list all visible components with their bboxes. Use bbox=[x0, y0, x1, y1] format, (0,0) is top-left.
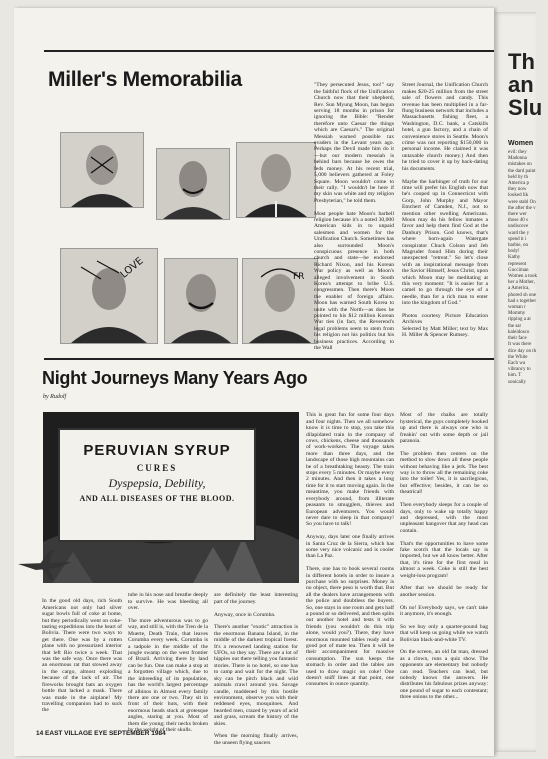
article-text-column bbox=[306, 406, 394, 724]
article-text-column bbox=[42, 592, 122, 724]
article-text: tube in his nose and breathe deeply to survive. He was bleeding all over. The more adventurous was to go way, and still is, with the Tren de la Muerte, Death Train, that leaves Corumba every week. Corumba is a tadpole in the middle of the jungle swamp on the west frontier of Brazil. Arriving there by land can be fun. One can make a stop at a forgotten village which, due to the inbreeding of its population, has the world's largest percentage of albinos in Almost every family there are one or two. They sit in front of their huts, with their enormous heads stuck at grotesque angles, staring at you. Most of them die young; their necks broken by the weight of their skulls. bbox=[128, 592, 208, 733]
adjacent-page bbox=[494, 12, 543, 752]
article-text-column bbox=[314, 76, 394, 350]
article-text-column bbox=[214, 586, 298, 746]
article-text-column bbox=[400, 406, 488, 724]
portrait-photo bbox=[156, 148, 230, 220]
adjacent-headline: Th an Slu bbox=[508, 49, 543, 120]
portrait-2-illustration bbox=[157, 149, 229, 219]
article-headline-millers: Miller's Memorabilia bbox=[48, 68, 242, 91]
section-rule bbox=[44, 358, 494, 360]
portrait-5-illustration bbox=[165, 259, 237, 343]
article-text: This is great fun for some four days and four nights. Then we all somehow know it is time to stop, you take this dilapidated train in the company of cows, chickens, cheese and thousands of work-workers. The voyage takes more than three days, and the landscape of those high mountains can be of a breathtaking beauty. The train stops every 5 minutes. Or maybe every 2 minutes. And then it takes a long time for it to start moving again. In the meantime, you make friends with everybody around, from illiterate peasants to smugglers, thieves and European adventurers. You would never dare to sleep in that company! So you have to talk! Anyway, days later one finally arrives in Santa Cruz de la Sierra, which has some very nice volcanic and is cooler than La Paz. There, one has to book several rooms in different hotels in order to insure a purchase with no surprises. Money is no object, there peso is worth that. But all the dealers have arrangements with the police and doubtless the buyers. So, one stays in one room and gets half a pound or so delivered, and then splits out another hotel and tests it with friends (you wouldn't do this trip alone, would you?). There, they have enormous mounted tables ready and a good pot of mate tea. Then it will be their accompaniment for massive consumption. The sun keeps the stomach in order and the tables are used to draw magic on coke! One doesn't sniff lines at that point, one consumes in ounce quantity. bbox=[306, 412, 394, 688]
byline: by Rudolf bbox=[43, 394, 67, 400]
article-text-column bbox=[128, 586, 208, 733]
portrait-photo bbox=[164, 258, 238, 344]
ad-diseases: AND ALL DISEASES OF THE BLOOD. bbox=[79, 494, 235, 503]
article-text: are definitely the least interesting part of the journey. Anyway, once in Corumba. There's another "exotic" attraction is the enormous Banana Island, in the middle of the darkest tropical forest. It's a renowned landing station for UFOs, so they say. There are a lot of hippies out there telling you fantastic stories. There is no hotel, so one has to camp and wait for the night. The sky can be pitch black and wild animals crawl around you. Savage candle, maddened by this hostile environment, observe you with their reddened eyes, mosquitoes. And bearded men, crazed by years of acid and grass, scream the history of the skies. When the morning finally arrives, the unseen flying saucers bbox=[214, 592, 298, 746]
portrait-4-illustration bbox=[61, 249, 157, 343]
article-headline-night-journeys: Night Journeys Many Years Ago bbox=[42, 368, 308, 388]
article-text: Street Journal, the Unification Church makes $20-25 million from the street sale of flowers and candy. This revenue has been multiplied in a far-flung business network that includes a Massachusetts fishing fleet, a Washington, D.C. bank, a Catskills hotel, a gun factory, and a chain of convenience stores in Seattle. Moon's crime was not reporting $150,000 in personal income. He claimed it was untaxable church money.) And then he tried to cover it up by back-dating his documents. Maybe the harbinger of truth for our time will prefer his English now that he's cooped up in Connecticut with Gorp, John Murphy and Mayor Emchert of Camden, N.J., not to mention other swelling Americans. Moon may do his fellow inmates a favor and help them find God at the Danbury Prison. God knows, that's where born-again Watergate conspirator Chuck Colson and Jeb Magruder found Him during their unexpected "retreat." So let's close with an inspirational message from the Savior Himself, Jesus Christ, upon which Moon may be meditating at this very moment: "It is easier for a camel to go through the eye of a needle, than for a rich man to enter into the kingdom of God." Photos courtesy Picture Education Archives Selected by Matt Miller; text by Max H. Miller & Spencer Rumsey. bbox=[402, 82, 488, 339]
article-text: "They persecuted Jesus, too!" say the faithful flock of the Unification Church now that their shepherd, Rev. Sun Myung Moon, has begun serving 18 months in prison for ignoring the Bible: "Render therefore unto Caesar the things which are Caesar's." The original Messiah warned possible tax evaders in the Levant years ago. Perhaps the Devil made him do it—but our modern messiah is behind bars because he owes the feds money. At his recent trial, 5,000 believers gathered at Foley Square. Moon wouldn't come to their rally. "I wouldn't be here if my skin was white and my religion Presbyterian," he told them. Most people hate Moon's barbell religion because it's a noted 30,000 American kids in to unpaid salesmen and women for the Unification Church. Sometimes has also surrounded Moon's conspicuous presence in both church and state—he endorsed Richard Nixon, and his Korean War policy as well as Moon's alleged involvement in South Korea's attempt to bribe U.S. congressmen. Then there's Moon the enabler of foreign affairs. Moon has warned South Korea to unite with the North—as does he pointed to his $12 million Korean War ties (in fact, the Reverend's legal problems seem to stem from his religion not his politics but his business practices. According to the Wall bbox=[314, 82, 394, 352]
article-text: Most of the chalks are totally hysterical, the guys completely hooked up and there is always one who is freakin' out with some depth or jail paranoia. The problem then centers on the method to slow down all these people without behaving like a jerk. The best way is to throw all the remaining coke into the toilet! Yes, it is sacrilegious, but effective; besides, it can be so theatrical! Then everybody sleeps for a couple of days, only to wake up totally happy and depressed, with the most unpleasant hangover that any head can contain. That's the opportunities to have some fake scotch that the locals say is imported, but we all know better. After that, it's time for the first meal in almost a week. Coke is still the best weight-loss program! After that we should be ready for another session. Oh no! Everybody says, we can't take it anymore, it's enough. So we buy only a quarter-pound bag that will keep us going while we watch Bolivian black-and-white TV. On the screen, an old fat man, dressed as a clown, runs a quiz show. The opponents are elementary but nobody can read. Teachers can lead, but nobody knows the answers. He distributes his fabulous prizes anyway: one pound of sugar to each contestant; three onions to the other... bbox=[400, 412, 488, 701]
portrait-photo bbox=[236, 142, 316, 218]
svg-text:LOVE: LOVE bbox=[118, 255, 146, 281]
portrait-photo bbox=[242, 258, 318, 344]
article-lead-text: In the good old days, rich South Americans not only had silver sugar bowls full of coke at home, but they periodically went on coke-tasting expeditions into the heart of Bolivia. There were two ways to get there. One was by a rotten plane with no pressurized interior that left Rio twice a week. That was the safe way. Once there was an enormous rat that stowed away in the cargo, almost exploding because of the lack of air. The fireworks brought bats an oxygen bottle that lacked a mask. There was made in the airplane! My travelling companion had to suck the bbox=[42, 598, 122, 714]
adjacent-lead: Women bbox=[508, 140, 534, 147]
portrait-3-illustration bbox=[237, 143, 315, 217]
photo-collage bbox=[48, 118, 324, 350]
portrait-photo bbox=[60, 132, 144, 208]
ad-conditions: Dyspepsia, Debility, bbox=[108, 476, 206, 490]
ad-subtitle: CURES bbox=[136, 463, 178, 473]
top-rule bbox=[44, 50, 494, 52]
svg-text:FR: FR bbox=[293, 272, 305, 282]
article-text-column bbox=[402, 76, 488, 350]
plane-illustration bbox=[16, 544, 76, 584]
magazine-page bbox=[14, 8, 494, 756]
ad-title: PERUVIAN SYRUP bbox=[83, 442, 231, 459]
portrait-6-illustration bbox=[243, 259, 317, 343]
adjacent-text: evil: they Madonna mistakes on the dard paint held by th America p they now looked lik were stabl On the after the v there wer those 40 s undiscove ward the y spend it i barbie, on body! Kathy represent Gucciman Women a took her a Mother, a America, phored sh one had s together woman r Mommy ripping a at the sar kaleidosco their face It was there dice day on th the White Each wa vibrancy to him. T sonically bbox=[508, 150, 538, 385]
portrait-1-illustration bbox=[61, 133, 143, 207]
page-footer: 14 EAST VILLAGE EYE SEPTEMBER 1984 bbox=[36, 730, 166, 737]
portrait-photo bbox=[60, 248, 158, 344]
ad-text-panel bbox=[58, 428, 256, 542]
